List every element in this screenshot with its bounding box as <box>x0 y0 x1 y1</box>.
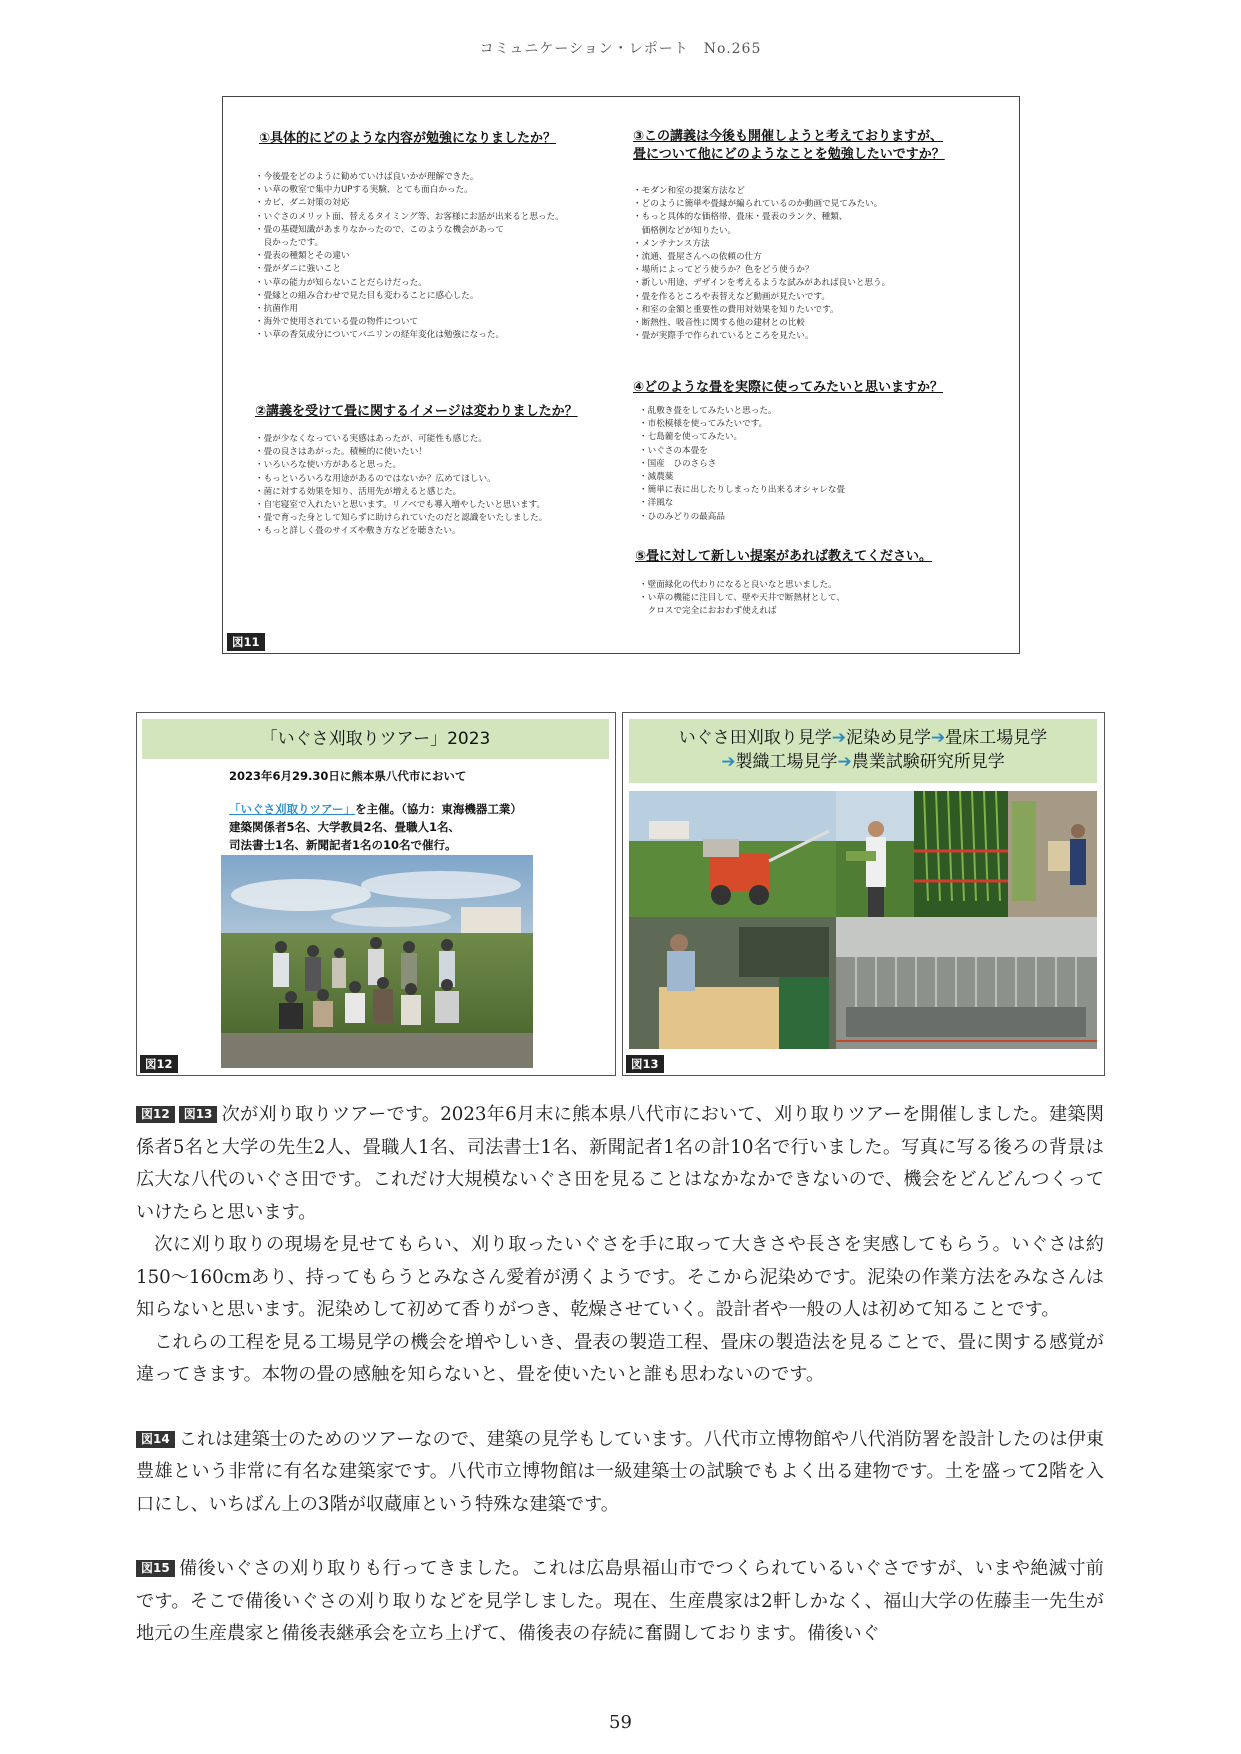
page-number: 59 <box>609 1712 632 1733</box>
photo-harvester <box>629 791 836 917</box>
arrow-icon: ➔ <box>931 728 946 748</box>
tour-steps-line2 <box>629 750 1097 774</box>
figure-ref-14: 図14 <box>136 1431 175 1448</box>
q3-title-line2: 畳について他にどのようなことを勉強したいですか？ <box>633 147 945 162</box>
q2-title: ②講義を受けて畳に関するイメージは変わりましたか？ <box>255 404 578 419</box>
running-header: コミュニケーション・レポート No.265 <box>479 41 762 57</box>
photo-drying-rush <box>914 791 1008 917</box>
q1-title: ①具体的にどのような内容が勉強になりましたか？ <box>259 131 557 146</box>
figure-12-host-line <box>229 801 522 818</box>
q3-answers: ・モダン和室の提案方法など ・どのように簡単や畳縁が編られているのか動画で見てみたい。 ・もっと具体的な価格帯、畳床・畳表のランク、種類、 価格例などが知りたい。 ・メンテナンス方法 ・流通、畳屋さんへの依頼の仕方 ・場所によってどう使うか？色をどう使うか？ ・新しい用途、デザインを考えるような試みがあれば良いと思う。 ・畳を作るところや表替えなど動画が見たいです。 ・和室の金額と重要性の費用対効果を知りたいです。 ・断熱性、吸音性に関する他の建材との比較 ・畳が実際手で作られているところを見たい。 <box>633 186 891 342</box>
paragraph-1 <box>136 1099 1104 1229</box>
photo-warehouse <box>1008 791 1097 917</box>
figure-ref-13: 図13 <box>179 1106 218 1123</box>
photo-tatami-making <box>629 917 836 1049</box>
figure-13-factory-tour <box>622 712 1105 1076</box>
article-body <box>136 1099 1104 1651</box>
figure-13-tag: 図13 <box>626 1055 664 1073</box>
paragraph-1-text: 次が刈り取りツアーです。2023年6月末に熊本県八代市において、刈り取りツアーを開催しました。建築関係者5名と大学の先生2人、畳職人1名、司法書士1名、新聞記者1名の計10名で行いました。写真に写る後ろの背景は広大な八代のいぐさ田です。これだけ大規模ないぐさ田を見ることはなかなかできないので、機会をどんどんつくっていけたらと思います。 <box>136 1104 1104 1223</box>
figure-12-title: 「いぐさ刈取りツアー」2023 <box>142 719 609 759</box>
spacer <box>136 1392 1104 1424</box>
paragraph-5 <box>136 1553 1104 1651</box>
photo-weaving-machine <box>836 917 1097 1049</box>
figure-12-tour-slide <box>136 712 616 1076</box>
figure-12-members-2: 司法書士1名、新聞記者1名の10名で催行。 <box>229 838 457 852</box>
paragraph-3: これらの工程を見る工場見学の機会を増やしいき、畳表の製造工程、畳床の製造法を見ることで、畳に関する感覚が違ってきます。本物の畳の感触を知らないと、畳を使いたいと誰も思わないのです。 <box>136 1331 1104 1385</box>
arrow-icon: ➔ <box>831 728 846 748</box>
figure-11-tag: 図11 <box>227 633 265 651</box>
group-photo-image <box>221 855 533 1068</box>
figure-13-title-band <box>629 719 1097 783</box>
paragraph-4 <box>136 1424 1104 1522</box>
q5-answers: ・壁面緑化の代わりになると良いなと思いました。 ・い草の機能に注目して、壁や天井で断熱材として、 クロスで完全におおわず使えれば <box>639 580 845 617</box>
host-rest: を主催。（協力：東海機器工業） <box>355 802 522 816</box>
figure-ref-12: 図12 <box>136 1106 175 1123</box>
step-agri-research: 農業試験研究所見学 <box>851 752 1005 772</box>
step-mud-dyeing: 泥染め見学 <box>846 728 931 748</box>
paragraph-5-text: 備後いぐさの刈り取りも行ってきました。これは広島県福山市でつくられているいぐさですが、いまや絶滅寸前です。そこで備後いぐさの刈り取りなどを見学しました。現在、生産農家は2軒しかなく、福山大学の佐藤圭一先生が地元の生産農家と備後表継承会を立ち上げて、備後表の存続に奮闘しております。備後いぐ <box>136 1558 1104 1644</box>
arrow-icon: ➔ <box>721 752 736 772</box>
paragraph-4-text: これは建築士のためのツアーなので、建築の見学もしています。八代市立博物館や八代消防署を設計したのは伊東豊雄という非常に有名な建築家です。八代市立博物館は一級建築士の試験でもよく出る建物です。土を盛って2階を入口にし、いちばん上の3階が収蔵庫という特殊な建築です。 <box>136 1428 1104 1515</box>
arrow-icon: ➔ <box>837 752 852 772</box>
group-photo <box>221 855 533 1068</box>
figure-12-date: 2023年6月29.30日に熊本県八代市において <box>229 769 467 783</box>
figure-12-tag: 図12 <box>140 1055 178 1073</box>
q4-title: ④どのような畳を実際に使ってみたいと思いますか？ <box>633 380 944 395</box>
figure-ref-15: 図15 <box>136 1560 175 1577</box>
tour-name-highlight: 「いぐさ刈取りツアー」 <box>229 802 356 816</box>
q4-answers: ・乱敷き畳をしてみたいと思った。 ・市松模様を使ってみたいです。 ・七島藺を使ってみたい。 ・いぐさの本畳を ・国産 ひのさらさ ・減農薬 ・簡単に表に出したりしまったり出来るオシャレな畳 ・洋風な ・ひのみどりの最高品 <box>639 406 846 522</box>
spacer <box>136 1521 1104 1553</box>
q5-title: ⑤畳に対して新しい提案があれば教えてください。 <box>635 549 933 564</box>
paragraph-2: 次に刈り取りの現場を見せてもらい、刈り取ったいぐさを手に取って大きさや長さを実感してもらう。いぐさは約150～160cmあり、持ってもらうとみなさん愛着が湧くようです。そこから泥染めです。泥染の作業方法をみなさんは知らないと思います。泥染めして初めて香りがつき、乾燥させていく。設計者や一般の人は初めて知ることです。 <box>136 1234 1104 1320</box>
figure-12-members-1: 建築関係者5名、大学教員2名、畳職人1名、 <box>229 820 461 834</box>
step-weaving-factory: 製織工場見学 <box>735 752 838 772</box>
step-rush-harvest: いぐさ田刈取り見学 <box>678 728 832 748</box>
figure-11-survey <box>222 96 1020 654</box>
photo-holding-rush <box>836 791 914 917</box>
tour-steps-line1 <box>629 726 1097 750</box>
q1-answers: ・今後畳をどのように勧めていけば良いかが理解できた。 ・い草の敷室で集中力UPする実験、とても面白かった。 ・カビ、ダニ対策の対応 ・いぐさのメリット面、替えるタイミング等、お客様にお話が出来ると思った。 ・畳の基礎知識があまりなかったので、このような機会があって 良かったです。 ・畳表の種類とその違い ・畳がダニに強いこと ・い草の能力が知らないことだらけだった。 ・畳縁との組み合わせで見た目も変わることに感心した。 ・抗菌作用 ・海外で使用されている畳の物件について ・い草の香気成分についてバニリンの経年変化は勉強になった。 <box>255 172 564 341</box>
step-tatami-core-factory: 畳床工場見学 <box>945 728 1048 748</box>
q3-title-line1: ③この講義は今後も開催しようと考えておりますが、 <box>633 129 944 144</box>
q2-answers: ・畳が少なくなっている実感はあったが、可能性も感じた。 ・畳の良さはあがった。積極的に使いたい！ ・いろいろな使い方があると思った。 ・もっといろいろな用途があるのではないか？広めてほしい。 ・菌に対する効果を知り、活用先が増えると感じた。 ・自宅寝室で入れたいと思います。リノベでも導入増やしたいと思います。 ・畳で育った身として知らずに助けられていたのだと認識をいたしました。 ・もっと詳しく畳のサイズや敷き方などを聴きたい。 <box>255 434 548 537</box>
